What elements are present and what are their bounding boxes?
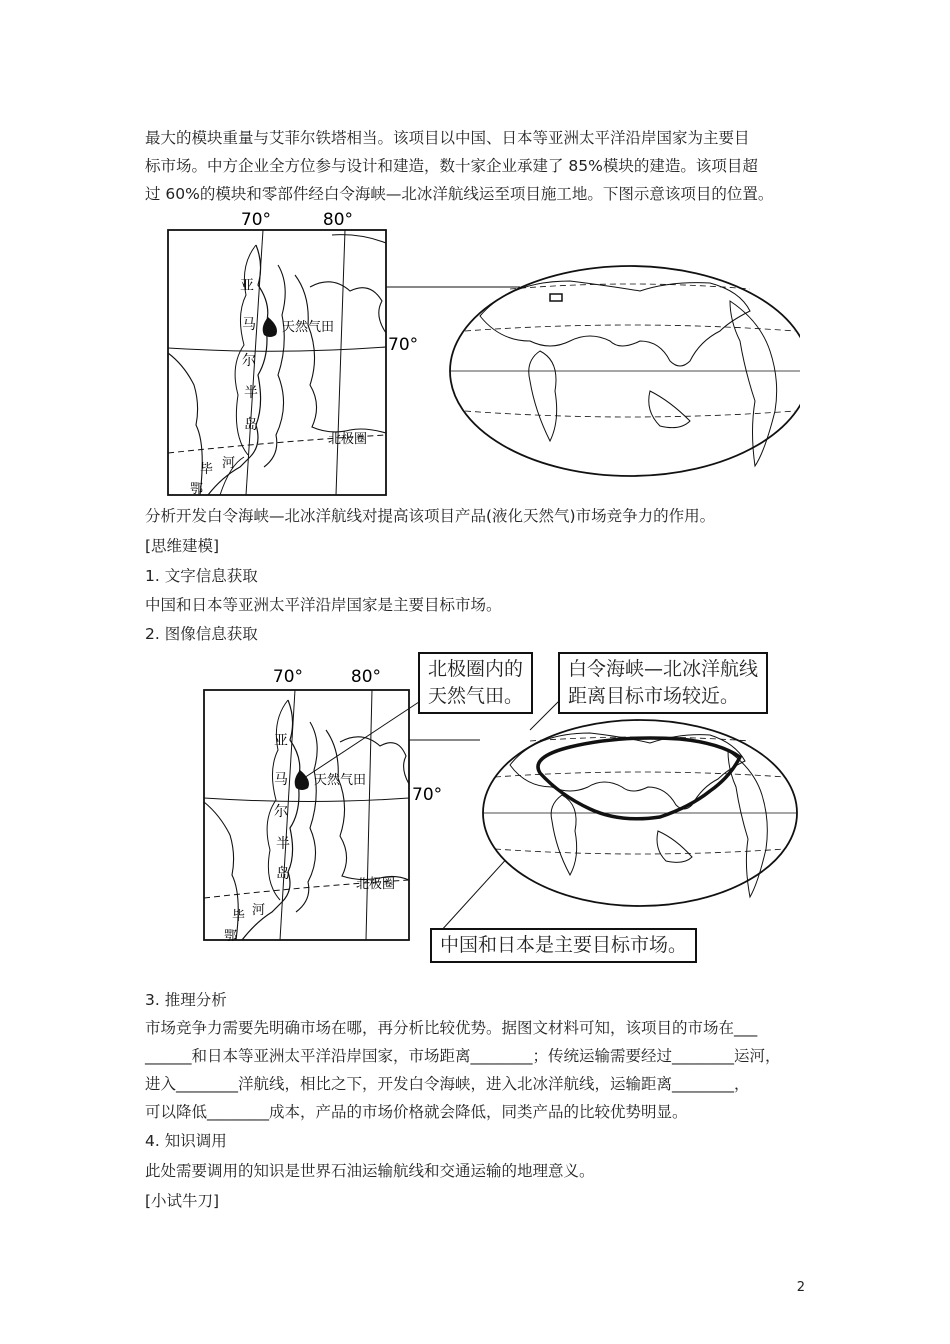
intro-line-2: 标市场。中方企业全方位参与设计和建造，数十家企业承建了 85%模块的建造。该项目超: [145, 157, 758, 175]
world-map: [450, 266, 800, 476]
page-number: 2: [796, 1280, 805, 1295]
peninsula-char-4-2: 半: [276, 836, 290, 852]
callout-gasfield-line-1: 北极圈内的: [428, 658, 524, 680]
step-4-text: 此处需要调用的知识是世界石油运输航线和交通运输的地理意义。: [145, 1162, 595, 1180]
regional-map-frame: [168, 230, 386, 495]
arctic-circle-label-2: 北极圈: [356, 877, 396, 892]
lon-80-label-2: 80°: [350, 667, 382, 687]
callout-route: [558, 652, 768, 714]
step-3-line-3: 进入________洋航线，相比之下，开发白令海峡，进入北冰洋航线，运输距离________，: [145, 1075, 750, 1093]
regional-map-frame-2: [204, 690, 409, 940]
peninsula-char-3: 尔: [242, 353, 256, 369]
place-bi-label: 毕: [200, 462, 214, 477]
intro-line-1: 最大的模块重量与艾菲尔铁塔相当。该项目以中国、日本等亚洲太平洋沿岸国家为主要目: [145, 129, 750, 147]
question-text: 分析开发白令海峡—北冰洋航线对提高该项目产品(液化天然气)市场竞争力的作用。: [145, 507, 716, 525]
section-thinking-model: [思维建模]: [145, 537, 220, 555]
peninsula-char-3-2: 尔: [274, 804, 288, 820]
step-3-line-2: ______和日本等亚洲太平洋沿岸国家，市场距离________；传统运输需要经过________运河，: [145, 1047, 781, 1065]
step-4-title: 4. 知识调用: [145, 1132, 227, 1150]
figure-1-location-map: [160, 205, 800, 500]
callout-route-line-1: 白令海峡—北冰洋航线: [568, 658, 759, 680]
step-3-line-4: 可以降低________成本，产品的市场价格就会降低，同类产品的比较优势明显。: [145, 1103, 688, 1121]
peninsula-char-1-2: 亚: [274, 733, 288, 749]
peninsula-char-2: 马: [242, 317, 256, 333]
lon-70-label: 70°: [240, 210, 272, 230]
lat-70-label: 70°: [388, 335, 419, 355]
callout-route-line-2: 距离目标市场较近。: [568, 685, 740, 707]
callout-market: 中国和日本是主要目标市场。: [430, 928, 697, 963]
place-e-label: 鄂: [190, 482, 204, 497]
river-label-2: 河: [252, 903, 266, 918]
river-label: 河: [222, 456, 236, 471]
step-1-text: 中国和日本等亚洲太平洋沿岸国家是主要目标市场。: [145, 596, 502, 614]
callout-gasfield: [418, 652, 533, 714]
intro-line-3: 过 60%的模块和零部件经白令海峡—北冰洋航线运至项目施工地。下图示意该项目的位置。: [145, 185, 774, 203]
place-e-label-2: 鄂: [224, 929, 238, 944]
step-2-title: 2. 图像信息获取: [145, 625, 258, 643]
place-bi-label-2: 毕: [232, 909, 246, 924]
peninsula-char-1: 亚: [240, 278, 254, 294]
section-try: [小试牛刀]: [145, 1192, 220, 1210]
callout-gasfield-line-2: 天然气田。: [428, 685, 524, 707]
peninsula-char-5-2: 岛: [276, 866, 290, 882]
arctic-circle-label: 北极圈: [328, 432, 368, 447]
step-3-title: 3. 推理分析: [145, 991, 227, 1009]
lon-70-label-2: 70°: [272, 667, 304, 687]
peninsula-char-2-2: 马: [274, 772, 288, 788]
world-map-2: [483, 720, 797, 906]
gasfield-label: 天然气田: [282, 320, 335, 335]
peninsula-char-5: 岛: [244, 417, 258, 433]
step-1-title: 1. 文字信息获取: [145, 567, 258, 585]
lat-70-label-2: 70°: [412, 785, 443, 805]
peninsula-char-4: 半: [244, 385, 258, 401]
gasfield-label-2: 天然气田: [314, 773, 367, 788]
step-3-line-1: 市场竞争力需要先明确市场在哪，再分析比较优势。据图文材料可知，该项目的市场在___: [145, 1019, 758, 1037]
lon-80-label: 80°: [322, 210, 354, 230]
